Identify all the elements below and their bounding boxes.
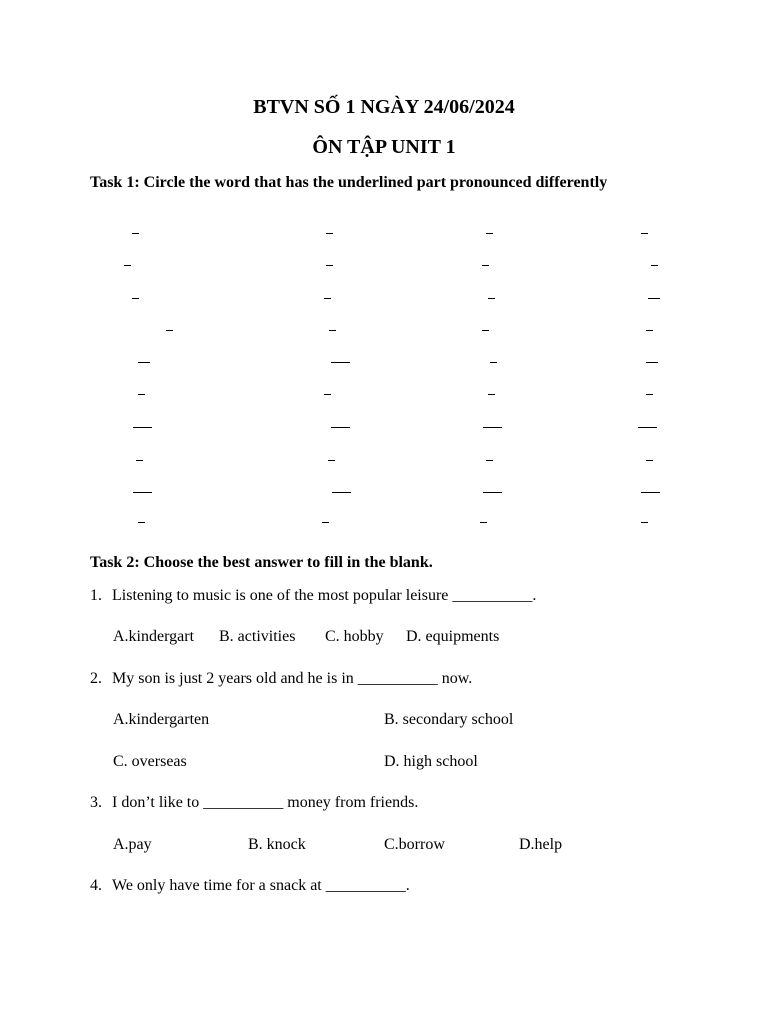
underlined-word-blank	[646, 310, 653, 331]
underlined-word-blank	[329, 310, 336, 331]
underlined-word-blank	[638, 407, 657, 428]
question-1	[90, 587, 536, 605]
underlined-word-blank	[480, 502, 487, 523]
underlined-word-blank	[326, 245, 333, 266]
underlined-word-blank	[482, 245, 489, 266]
q3-option-d[interactable]: D.help	[519, 836, 563, 853]
question-text: Listening to music is one of the most popular leisure __________.	[112, 587, 537, 604]
worksheet-subtitle: ÔN TẬP UNIT 1	[312, 136, 456, 158]
underlined-word-blank	[490, 342, 497, 363]
underlined-word-blank	[124, 245, 131, 266]
underlined-word-blank	[483, 407, 502, 428]
underlined-word-blank	[136, 440, 143, 461]
question-text: We only have time for a snack at __________.	[112, 877, 410, 894]
underlined-word-blank	[646, 440, 653, 461]
underlined-word-blank	[482, 310, 489, 331]
underlined-word-blank	[332, 472, 351, 493]
underlined-word-blank	[324, 374, 331, 395]
underlined-word-blank	[651, 245, 658, 266]
underlined-word-blank	[138, 342, 150, 363]
underlined-word-blank	[328, 440, 335, 461]
underlined-word-blank	[166, 310, 173, 331]
underlined-word-blank	[138, 374, 145, 395]
task1-row	[0, 245, 768, 265]
q3-option-a[interactable]: A.pay	[113, 836, 152, 853]
q2-option-b[interactable]: B. secondary school	[384, 711, 514, 728]
question-text: My son is just 2 years old and he is in __________ now.	[112, 670, 473, 687]
task1-row	[0, 502, 768, 522]
underlined-word-blank	[326, 213, 333, 234]
underlined-word-blank	[488, 278, 495, 299]
task1-row	[0, 278, 768, 298]
underlined-word-blank	[483, 472, 502, 493]
q2-option-d[interactable]: D. high school	[384, 753, 478, 770]
task1-row	[0, 374, 768, 394]
q2-option-c[interactable]: C. overseas	[113, 753, 187, 770]
underlined-word-blank	[641, 502, 648, 523]
underlined-word-blank	[486, 213, 493, 234]
q1-option-a[interactable]: A.kindergart	[113, 628, 195, 645]
question-number: 4.	[90, 877, 102, 894]
underlined-word-blank	[641, 213, 648, 234]
question-3	[90, 794, 418, 812]
underlined-word-blank	[322, 502, 329, 523]
underlined-word-blank	[324, 278, 331, 299]
underlined-word-blank	[138, 502, 145, 523]
task1-row	[0, 213, 768, 233]
underlined-word-blank	[132, 278, 139, 299]
underlined-word-blank	[331, 407, 350, 428]
q1-option-d[interactable]: D. equipments	[406, 628, 500, 645]
question-number: 3.	[90, 794, 102, 811]
underlined-word-blank	[486, 440, 493, 461]
question-2	[90, 670, 472, 688]
task1-row	[0, 472, 768, 492]
underlined-word-blank	[133, 407, 152, 428]
underlined-word-blank	[646, 374, 653, 395]
worksheet-title: BTVN SỐ 1 NGÀY 24/06/2024	[253, 96, 515, 118]
task1-heading: Task 1: Circle the word that has the underlined part pronounced differently	[90, 174, 608, 191]
underlined-word-blank	[648, 278, 660, 299]
q1-option-c[interactable]: C. hobby	[325, 628, 384, 645]
q1-option-b[interactable]: B. activities	[219, 628, 296, 645]
question-text: I don’t like to __________ money from friends.	[112, 794, 419, 811]
q3-option-c[interactable]: C.borrow	[384, 836, 445, 853]
task2-heading: Task 2: Choose the best answer to fill in the blank.	[90, 554, 433, 571]
underlined-word-blank	[133, 472, 152, 493]
underlined-word-blank	[641, 472, 660, 493]
underlined-word-blank	[646, 342, 658, 363]
task1-row	[0, 342, 768, 362]
question-4	[90, 877, 410, 895]
task1-row	[0, 310, 768, 330]
underlined-word-blank	[331, 342, 350, 363]
q3-option-b[interactable]: B. knock	[248, 836, 306, 853]
underlined-word-blank	[132, 213, 139, 234]
task1-row	[0, 440, 768, 460]
underlined-word-blank	[488, 374, 495, 395]
question-number: 1.	[90, 587, 102, 604]
q2-option-a[interactable]: A.kindergarten	[113, 711, 210, 728]
task1-row	[0, 407, 768, 427]
question-number: 2.	[90, 670, 102, 687]
